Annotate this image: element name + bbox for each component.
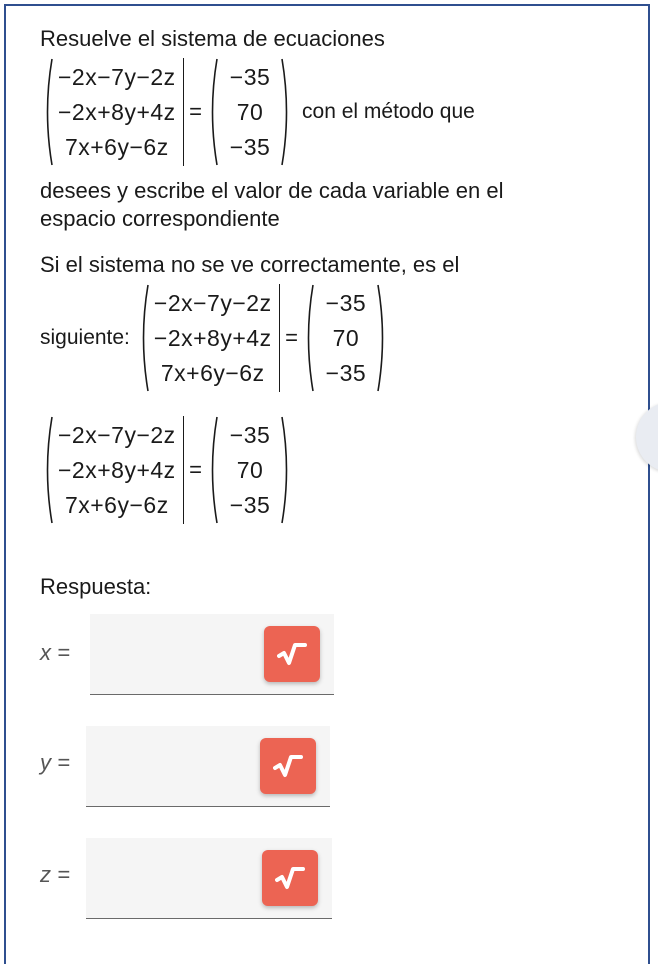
equation-system-3 [42,416,292,524]
left-paren [207,58,218,166]
equation-row-2: −2x+8y+4z [58,99,176,125]
left-paren [138,284,149,392]
constant-row-3: −35 [229,134,271,160]
equals-sign: = [189,99,203,124]
equation-row-3: 7x+6y−6z [64,134,169,160]
square-root-icon [275,865,305,891]
equation-system-2 [40,284,388,392]
constant-row-1: −35 [229,64,271,90]
equation-row-2: −2x+8y+4z [153,325,272,351]
constant-row-1: −35 [325,290,367,316]
constant-row-2: 70 [332,325,360,351]
question-continuation-2: espacio correspondiente [40,206,280,231]
question-continuation-1: desees y escribe el valor de cada variable en el [40,178,504,203]
constant-row-1: −35 [229,422,271,448]
fallback-label: siguiente: [40,326,130,349]
answer-heading: Respuesta: [40,574,152,599]
equals-sign: = [285,325,298,350]
lhs-matrix [42,416,184,524]
left-paren [207,416,218,524]
math-input-button-x[interactable] [264,626,320,682]
equation-row-1: −2x−7y−2z [153,290,272,316]
variable-label-z: z = [40,862,70,887]
equation-row-2: −2x+8y+4z [58,457,176,483]
lhs-matrix [138,284,280,392]
math-input-button-y[interactable] [260,738,316,794]
fallback-line: Si el sistema no se ve correctamente, es el [40,252,460,277]
left-paren [42,58,53,166]
equation-row-1: −2x−7y−2z [58,422,176,448]
equation-row-3: 7x+6y−6z [64,492,169,518]
answer-input-x[interactable] [90,614,266,694]
constant-row-2: 70 [236,457,264,483]
square-root-icon [273,753,303,779]
constant-row-2: 70 [236,99,264,125]
constant-row-3: −35 [325,360,367,386]
left-paren [42,416,53,524]
equation-row-3: 7x+6y−6z [160,360,265,386]
right-paren [377,284,388,392]
matrix-bar [183,416,185,524]
question-inline-text: con el método que [302,100,475,123]
equation-system-1 [42,58,475,166]
answer-input-y[interactable] [86,726,262,806]
answer-input-z[interactable] [86,838,262,918]
square-root-icon [277,641,307,667]
math-input-button-z[interactable] [262,850,318,906]
constant-row-3: −35 [229,492,271,518]
matrix-bar [183,58,185,166]
rhs-matrix [303,284,388,392]
right-paren [281,416,292,524]
variable-label-y: y = [40,750,70,775]
left-paren [303,284,314,392]
equals-sign: = [189,457,203,482]
equation-row-1: −2x−7y−2z [58,64,176,90]
matrix-bar [279,284,281,392]
variable-label-x: x = [40,640,70,665]
lhs-matrix [42,58,184,166]
right-paren [281,58,292,166]
rhs-matrix [207,58,292,166]
question-intro: Resuelve el sistema de ecuaciones [40,26,385,51]
rhs-matrix [207,416,292,524]
